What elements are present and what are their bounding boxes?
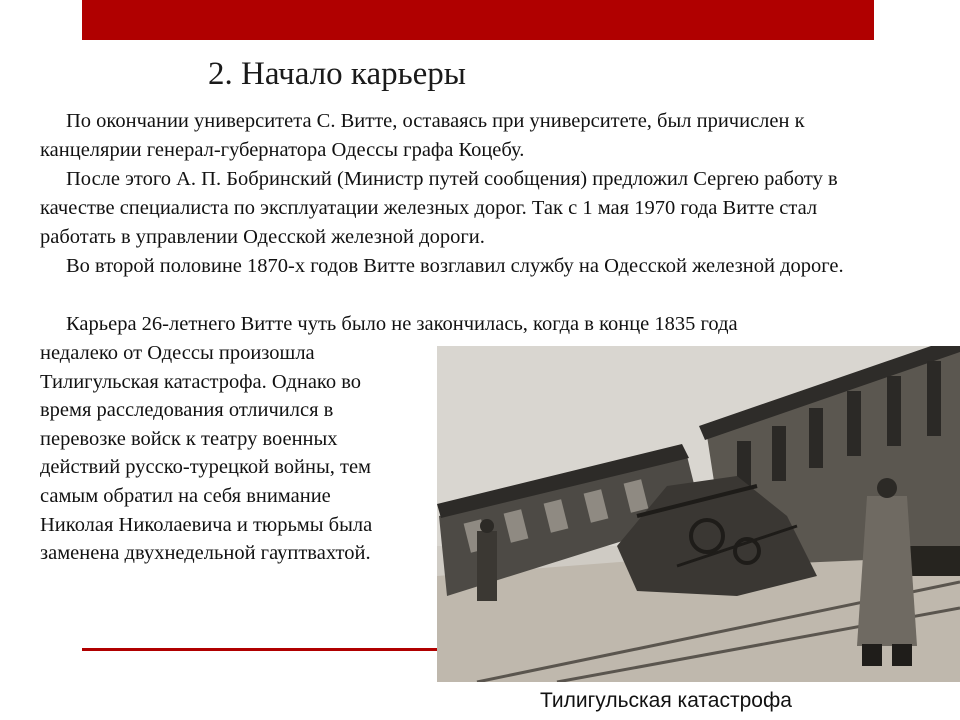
paragraph-4-line: перевозке войск к театру военных bbox=[40, 428, 338, 450]
paragraph-4-line: действий русско-турецкой войны, тем bbox=[40, 456, 372, 478]
slide-title: 2. Начало карьеры bbox=[208, 56, 466, 92]
paragraph-4-line: Николая Николаевича и тюрьмы была bbox=[40, 514, 373, 536]
train-wreck-photo bbox=[437, 346, 960, 682]
paragraph-4-line: заменена двухнедельной гауптвахтой. bbox=[40, 542, 371, 564]
top-accent-bar bbox=[82, 0, 874, 40]
photo-caption: Тилигульская катастрофа bbox=[540, 689, 792, 712]
paragraph-4-line: самым обратил на себя внимание bbox=[40, 485, 331, 507]
paragraph-4-line: недалеко от Одессы произошла bbox=[40, 342, 315, 364]
paragraph-4-line: Тилигульская катастрофа. Однако во bbox=[40, 371, 362, 393]
paragraph-2: После этого А. П. Бобринский (Министр путей сообщения) предложил Сергею работу в качестве специалиста по эксплуатации железных дорог. Так с 1 мая 1970 года Витте стал работать в управлении Одесской железной дороги. bbox=[40, 168, 838, 248]
bottom-accent-line bbox=[82, 648, 438, 651]
paragraph-4-line: Карьера 26-летнего Витте чуть было не закончилась, когда в конце 1835 года bbox=[66, 313, 738, 335]
paragraph-3: Во второй половине 1870-х годов Витте возглавил службу на Одесской железной дороге. bbox=[66, 255, 844, 277]
paragraph-1: По окончании университета С. Витте, оставаясь при университете, был причислен к канцелярии генерал-губернатора Одессы графа Коцебу. bbox=[40, 110, 805, 161]
paragraph-4-line: время расследования отличился в bbox=[40, 399, 334, 421]
